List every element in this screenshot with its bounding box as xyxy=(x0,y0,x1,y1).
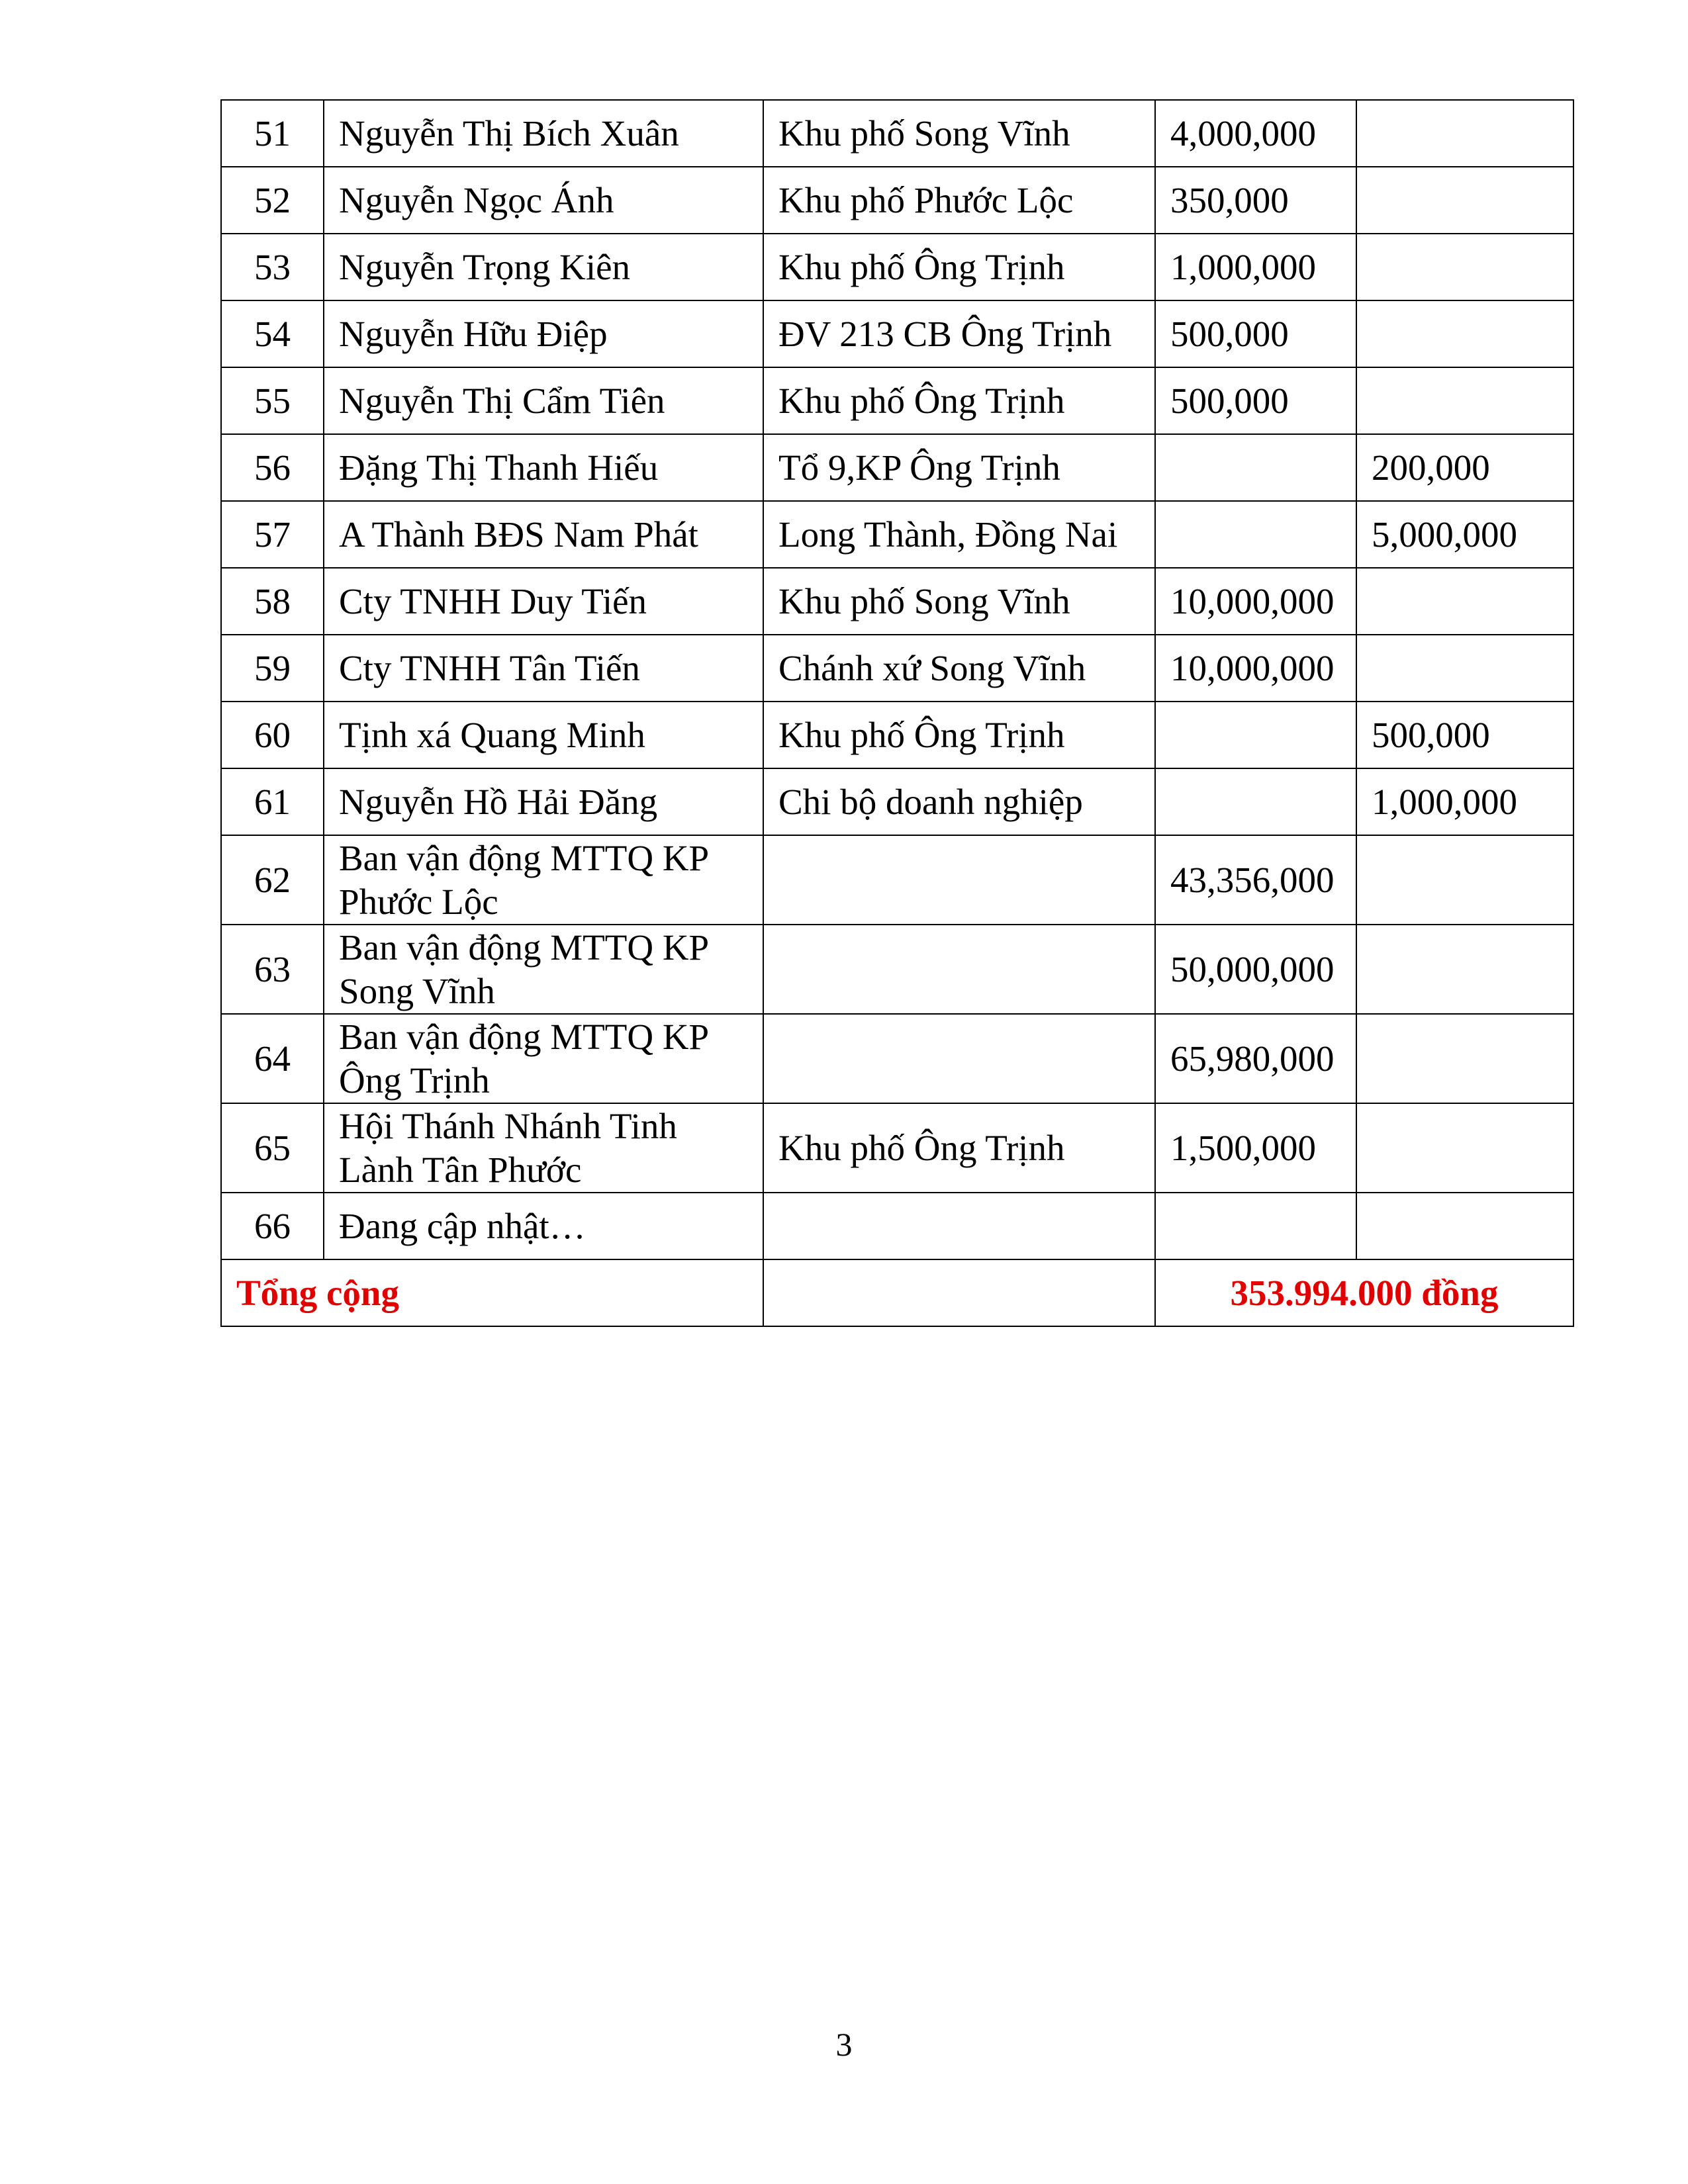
amount-other xyxy=(1356,1193,1573,1259)
amount-other xyxy=(1356,835,1573,925)
donor-name: Nguyễn Ngọc Ánh xyxy=(324,167,763,234)
table-row xyxy=(221,925,1573,1014)
donor-name: Tịnh xá Quang Minh xyxy=(324,702,763,768)
donor-name: Nguyễn Thị Cẩm Tiên xyxy=(324,367,763,434)
row-number: 62 xyxy=(221,835,324,925)
amount-cash: 65,980,000 xyxy=(1155,1014,1356,1103)
donor-name: Nguyễn Trọng Kiên xyxy=(324,234,763,300)
table-row xyxy=(221,768,1573,835)
amount-other xyxy=(1356,100,1573,167)
amount-other: 200,000 xyxy=(1356,434,1573,501)
row-number: 55 xyxy=(221,367,324,434)
row-number: 57 xyxy=(221,501,324,568)
donor-address xyxy=(763,835,1155,925)
row-number: 59 xyxy=(221,635,324,702)
row-number: 58 xyxy=(221,568,324,635)
table-row xyxy=(221,1193,1573,1259)
table-row xyxy=(221,501,1573,568)
amount-cash xyxy=(1155,501,1356,568)
donor-address: Khu phố Ông Trịnh xyxy=(763,367,1155,434)
donor-address xyxy=(763,1014,1155,1103)
amount-cash: 50,000,000 xyxy=(1155,925,1356,1014)
row-number: 65 xyxy=(221,1103,324,1193)
table-row xyxy=(221,1103,1573,1193)
amount-other xyxy=(1356,635,1573,702)
amount-cash xyxy=(1155,768,1356,835)
amount-cash: 350,000 xyxy=(1155,167,1356,234)
total-row xyxy=(221,1259,1573,1326)
table-row xyxy=(221,568,1573,635)
row-number: 54 xyxy=(221,300,324,367)
amount-cash: 10,000,000 xyxy=(1155,568,1356,635)
amount-cash: 1,500,000 xyxy=(1155,1103,1356,1193)
donor-name: Hội Thánh Nhánh Tinh Lành Tân Phước xyxy=(324,1103,763,1193)
donor-address: Khu phố Song Vĩnh xyxy=(763,100,1155,167)
table-row xyxy=(221,1014,1573,1103)
donor-address: Long Thành, Đồng Nai xyxy=(763,501,1155,568)
amount-other xyxy=(1356,234,1573,300)
total-empty-cell xyxy=(763,1259,1155,1326)
total-label: Tổng cộng xyxy=(221,1259,763,1326)
amount-cash xyxy=(1155,434,1356,501)
donor-name: Ban vận động MTTQ KP Ông Trịnh xyxy=(324,1014,763,1103)
donor-address: Khu phố Ông Trịnh xyxy=(763,234,1155,300)
donor-address: Chi bộ doanh nghiệp xyxy=(763,768,1155,835)
page-number: 3 xyxy=(835,2026,853,2063)
donor-name: Đang cập nhật… xyxy=(324,1193,763,1259)
amount-other xyxy=(1356,925,1573,1014)
amount-other xyxy=(1356,568,1573,635)
amount-cash xyxy=(1155,1193,1356,1259)
donor-name: A Thành BĐS Nam Phát xyxy=(324,501,763,568)
amount-cash: 43,356,000 xyxy=(1155,835,1356,925)
amount-cash: 500,000 xyxy=(1155,367,1356,434)
amount-other: 1,000,000 xyxy=(1356,768,1573,835)
table-row xyxy=(221,100,1573,167)
donor-address: ĐV 213 CB Ông Trịnh xyxy=(763,300,1155,367)
donor-address: Khu phố Ông Trịnh xyxy=(763,702,1155,768)
donor-address: Khu phố Song Vĩnh xyxy=(763,568,1155,635)
donor-name: Ban vận động MTTQ KP Song Vĩnh xyxy=(324,925,763,1014)
donor-name: Nguyễn Hồ Hải Đăng xyxy=(324,768,763,835)
amount-cash: 4,000,000 xyxy=(1155,100,1356,167)
row-number: 63 xyxy=(221,925,324,1014)
donor-name: Cty TNHH Duy Tiến xyxy=(324,568,763,635)
donor-address: Tổ 9,KP Ông Trịnh xyxy=(763,434,1155,501)
table-row xyxy=(221,835,1573,925)
row-number: 64 xyxy=(221,1014,324,1103)
row-number: 53 xyxy=(221,234,324,300)
row-number: 60 xyxy=(221,702,324,768)
amount-other: 5,000,000 xyxy=(1356,501,1573,568)
amount-other xyxy=(1356,300,1573,367)
table-row xyxy=(221,300,1573,367)
amount-other xyxy=(1356,367,1573,434)
donor-name: Ban vận động MTTQ KP Phước Lộc xyxy=(324,835,763,925)
amount-other xyxy=(1356,167,1573,234)
amount-cash: 1,000,000 xyxy=(1155,234,1356,300)
row-number: 52 xyxy=(221,167,324,234)
row-number: 56 xyxy=(221,434,324,501)
row-number: 61 xyxy=(221,768,324,835)
table-row xyxy=(221,234,1573,300)
donor-address: Khu phố Phước Lộc xyxy=(763,167,1155,234)
table-row xyxy=(221,635,1573,702)
donor-address: Khu phố Ông Trịnh xyxy=(763,1103,1155,1193)
donor-name: Cty TNHH Tân Tiến xyxy=(324,635,763,702)
table-row xyxy=(221,167,1573,234)
table-row xyxy=(221,367,1573,434)
donor-address xyxy=(763,925,1155,1014)
amount-other xyxy=(1356,1014,1573,1103)
donor-address xyxy=(763,1193,1155,1259)
donor-name: Nguyễn Hữu Điệp xyxy=(324,300,763,367)
donor-name: Nguyễn Thị Bích Xuân xyxy=(324,100,763,167)
amount-other: 500,000 xyxy=(1356,702,1573,768)
donor-address: Chánh xứ Song Vĩnh xyxy=(763,635,1155,702)
amount-cash xyxy=(1155,702,1356,768)
row-number: 51 xyxy=(221,100,324,167)
amount-other xyxy=(1356,1103,1573,1193)
table-row xyxy=(221,434,1573,501)
total-amount: 353.994.000 đồng xyxy=(1155,1259,1573,1326)
donor-name: Đặng Thị Thanh Hiếu xyxy=(324,434,763,501)
amount-cash: 10,000,000 xyxy=(1155,635,1356,702)
amount-cash: 500,000 xyxy=(1155,300,1356,367)
row-number: 66 xyxy=(221,1193,324,1259)
donation-table xyxy=(220,99,1574,1327)
table-row xyxy=(221,702,1573,768)
